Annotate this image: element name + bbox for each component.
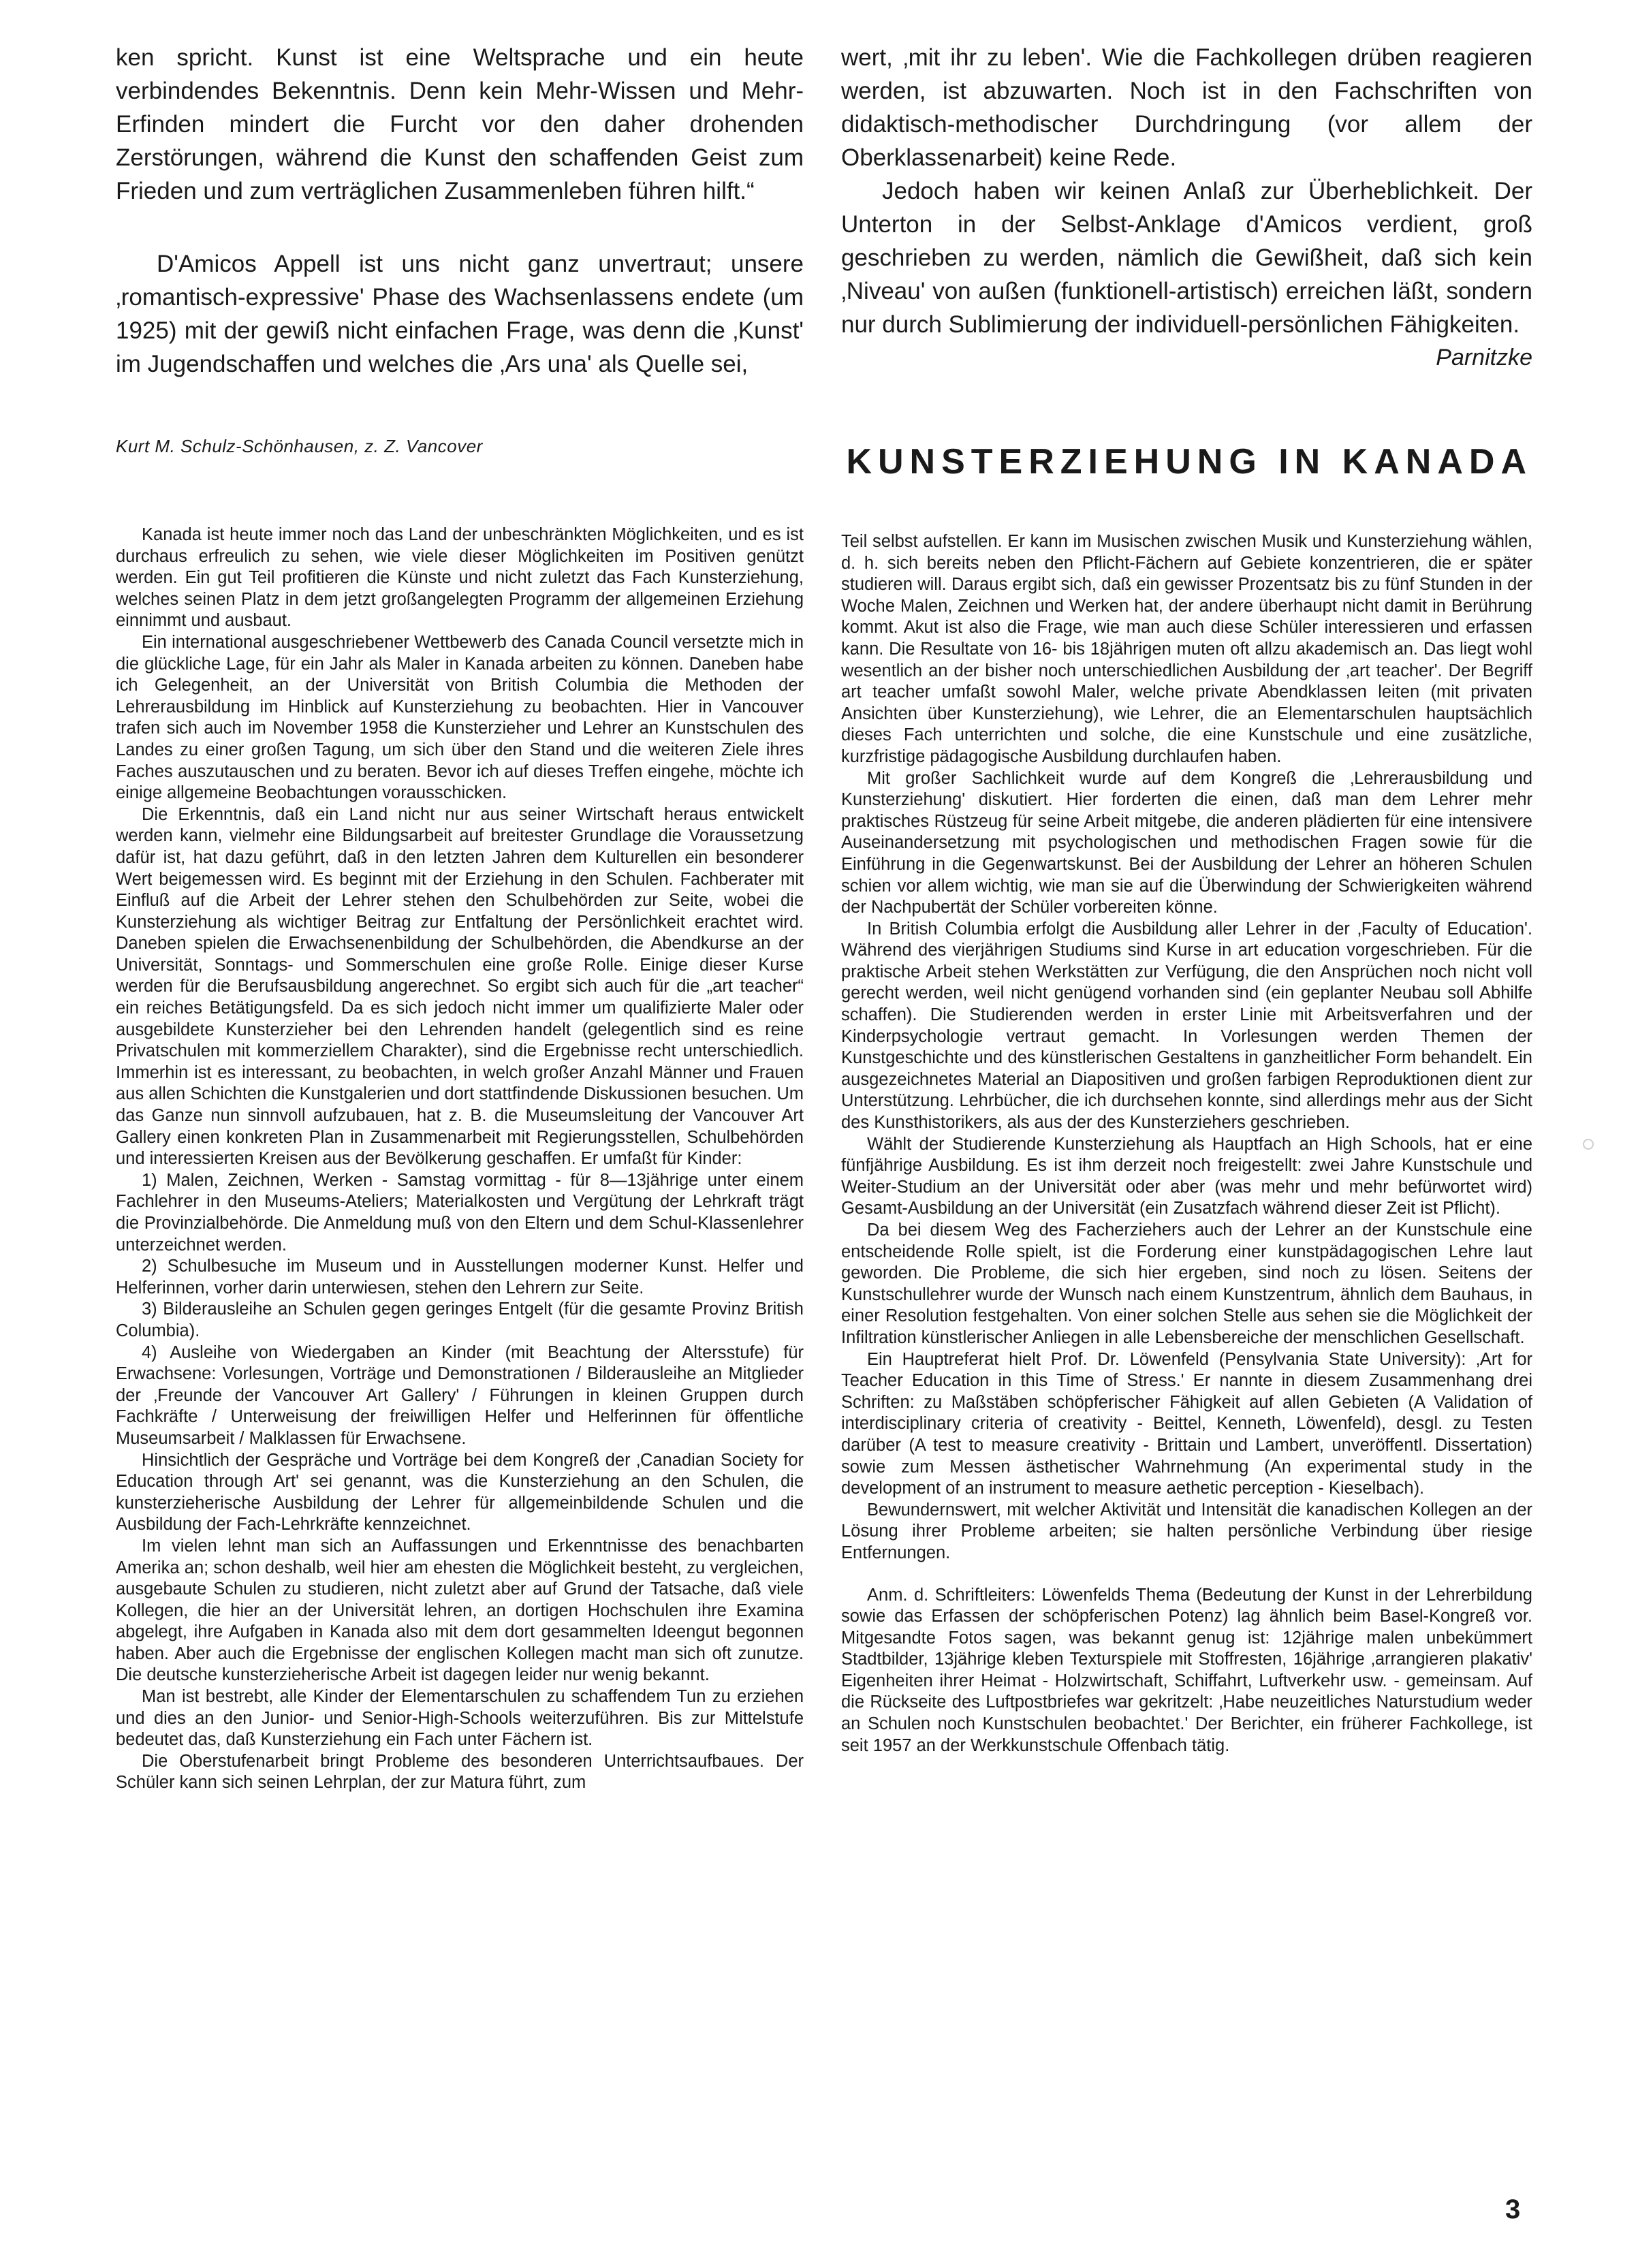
scan-speck: [1583, 1139, 1594, 1150]
article-column-left: [116, 524, 804, 1794]
list-item: 4) Ausleihe von Wiedergaben an Kinder (mit Beachtung der Altersstufe) für Erwachsene: Vorlesungen, Vorträge und Demonstrationen / Bilderausleihe an Mitglieder der ‚Freunde der Vancouver Art Gallery' / Führungen in kleinen Gruppen durch Fachkräfte / Unterweisung der freiwilligen Helfer und Helferinnen für öffentliche Museumsarbeit / Malklassen für Erwachsene.: [116, 1342, 804, 1448]
paragraph: wert, ‚mit ihr zu leben'. Wie die Fachkollegen drüben reagieren werden, ist abzuwarten. Noch ist in den Fachschriften von didaktisch-methodischer Durchdringung (vor allem der Oberklassenarbeit) keine Rede.: [841, 44, 1532, 171]
paragraph: Bewundernswert, mit welcher Aktivität und Intensität die kanadischen Kollegen an der Lösung ihrer Probleme arbeiten; sie halten persönliche Verbindung über riesige Entfernungen.: [841, 1500, 1532, 1562]
article-byline: Kurt M. Schulz-Schönhausen, z. Z. Vancover: [116, 436, 483, 456]
editor-note: Anm. d. Schriftleiters: Löwenfelds Thema (Bedeutung der Kunst in der Lehrerbildung sowie das Erfassen der schöpferischen Potenz) lag ähnlich beim Basel-Kongreß vor. Mitgesandte Fotos sagen, was bekannt genug ist: 12jährige malen unbekümmert Stadtbilder, 13jährige kleben Texturspiele mit Stoffresten, 16jährige ‚arrangieren plakativ' Eigenheiten ihrer Heimat - Holzwirtschaft, Schiffahrt, Luftverkehr usw. - gemeinsam. Auf die Rückseite des Luftpostbriefes war gekritzelt: ‚Habe neuzeitliches Naturstudium weder an Schulen noch Kunstschulen beobachtet.' Der Berichter, ein früherer Fachkollege, ist seit 1957 an der Werkkunstschule Offenbach tätig.: [841, 1585, 1532, 1755]
paragraph: Man ist bestrebt, alle Kinder der Elementarschulen zu schaffendem Tun zu erziehen und dies an den Junior- und Senior-High-Schools weiterzuführen. Bis zur Mittelstufe bedeutet das, daß Kunsterziehung ein Fach unter Fächern ist.: [116, 1687, 804, 1750]
paragraph: Mit großer Sachlichkeit wurde auf dem Kongreß die ‚Lehrerausbildung und Kunsterziehung' diskutiert. Hier forderten die einen, daß man dem Lehrer mehr praktisches Rüstzeug für seine Arbeit mitgebe, die anderen plädierten für eine intensivere Auseinandersetzung mit psychologischen und methodischen Fragen sowie für die Einführung in die Gegenwartskunst. Bei der Ausbildung der Lehrer an höheren Schulen schien vor allem wichtig, wie man sie auf die Überwindung der Schwierigkeiten während der Nachpubertät der Schüler vorbereiten könne.: [841, 768, 1532, 917]
paragraph: ken spricht. Kunst ist eine Weltsprache und ein heute verbindendes Bekenntnis. Denn kein Mehr-Wissen und Mehr-Erfinden mindert die Furcht vor den daher drohenden Zerstörungen, während die Kunst den schaffenden Geist zum Frieden und zum verträglichen Zusammenleben führen hilft.“: [116, 44, 804, 204]
paragraph: Kanada ist heute immer noch das Land der unbeschränkten Möglichkeiten, und es ist durchaus erfreulich zu sehen, wie viele dieser Möglichkeiten im Positiven genützt werden. Ein gut Teil profitieren die Künste und nicht zuletzt das Fach Kunsterziehung, welches seinen Platz in dem jetzt großangelegten Programm der allgemeinen Erziehung einnimmt und ausbaut.: [116, 525, 804, 631]
paragraph: Die Erkenntnis, daß ein Land nicht nur aus seiner Wirtschaft heraus entwickelt werden kann, vielmehr eine Bildungsarbeit auf breitester Grundlage die Voraussetzung dafür ist, hat dazu geführt, daß in den letzten Jahren dem Kulturellen ein besonderer Wert beigemessen wird. Es beginnt mit der Erziehung in den Schulen. Fachberater mit Einfluß auf die Arbeit der Lehrer stehen den Schulbehörden zur Seite, wobei die Kunsterziehung als wichtiger Beitrag zur Entfaltung der Persönlichkeit erachtet wird. Daneben spielen die Erwachsenenbildung der Schulbehörden, die Abendkurse an der Universität, Sonntags- und Sommerschulen eine große Rolle. Einige dieser Kurse werden für die Berufsausbildung angerechnet. So ergibt sich auch für die „art teacher“ ein reiches Betätigungsfeld. Da es sich jedoch nicht immer um qualifizierte Maler oder ausgebildete Kunsterzieher bei den Lehrenden handelt (gelegentlich sind es reine Privatschulen mit kommerziellem Charakter), sind die Ergebnisse recht unterschiedlich. Immerhin ist es interessant, zu beobachten, in welch großer Anzahl Männer und Frauen aus allen Schichten die Kunstgalerien und dort stattfindende Diskussionen besuchen. Um das Ganze nun sinnvoll aufzubauen, hat z. B. die Museumsleitung der Vancouver Art Gallery einen konkreten Plan in Zusammenarbeit mit Regierungsstellen, Schulbehörden und interessierten Kreisen aus der Bevölkerung geschaffen. Er umfaßt für Kinder:: [116, 804, 804, 1169]
page-number: 3: [1505, 2194, 1521, 2224]
previous-article-continuation-right: [841, 41, 1532, 375]
paragraph: Hinsichtlich der Gespräche und Vorträge bei dem Kongreß der ‚Canadian Society for Education through Art' sei genannt, was die Kunsterziehung an den Schulen, die kunsterzieherische Ausbildung der Lehrer für allgemeinbildende Schulen und die Ausbildung der Fach-Lehrkräfte kennzeichnet.: [116, 1450, 804, 1534]
previous-article-continuation-left: [116, 41, 804, 381]
list-item: 2) Schulbesuche im Museum und in Ausstellungen moderner Kunst. Helfer und Helferinnen, vorher darin unterwiesen, stehen den Lehrern zur Seite.: [116, 1257, 804, 1297]
paragraph: D'Amicos Appell ist uns nicht ganz unvertraut; unsere ‚romantisch-expressive' Phase des Wachsenlassens endete (um 1925) mit der gewiß nicht einfachen Frage, was denn die ‚Kunst' im Jugendschaffen und welches die ‚Ars una' als Quelle sei,: [116, 251, 804, 377]
list-item: 3) Bilderausleihe an Schulen gegen geringes Entgelt (für die gesamte Provinz British Columbia).: [116, 1300, 804, 1340]
paragraph: Ein international ausgeschriebener Wettbewerb des Canada Council versetzte mich in die glückliche Lage, für ein Jahr als Maler in Kanada arbeiten zu können. Daneben habe ich Gelegenheit, an der Universität von British Columbia die Methoden der Lehrerausbildung im Hinblick auf Kunsterziehung zu beobachten. Hier in Vancouver trafen sich auch im November 1958 die Kunsterzieher und Lehrer an Kunstschulen des Landes zu einer großen Tagung, um sich über den Stand und die weiteren Ziele ihres Faches auszutauschen und zu beraten. Bevor ich auf dieses Treffen eingehe, möchte ich einige allgemeine Beobachtungen vorausschicken.: [116, 632, 804, 803]
author-signature: Parnitzke: [1436, 345, 1532, 371]
paragraph: Da bei diesem Weg des Facherziehers auch der Lehrer an der Kunstschule eine entscheidende Rolle spielt, ist die Forderung einer kunstpädagogischen Lehre laut geworden. Die Probleme, die sich hier ergeben, sind noch zu lösen. Seitens der Kunstschullehrer wurde der Wunsch nach einem Kunstzentrum, ähnlich dem Bauhaus, in einer Resolution festgehalten. Von einer solchen Stelle aus sehen sie die Möglichkeit der Infiltration künstlerischer Anliegen in alle Lebensbereiche der menschlichen Gesellschaft.: [841, 1220, 1532, 1347]
paragraph: Ein Hauptreferat hielt Prof. Dr. Löwenfeld (Pensylvania State University): ‚Art for Teacher Education in this Time of Stress.' Er nannte in diesem Zusammenhang drei Schriften: zu Maßstäben schöpferischer Fähigkeit auf allen Gebieten (A Validation of interdisciplinary criteria of creativity - Beittel, Kenneth, Löwenfeld), desgl. zu Testen darüber (A test to measure creativity - Brittain und Lambert, unveröffentl. Dissertation) sowie zum Messen ästhetischer Wahrnehmung (An experimental study in the development of an instrument to measure aethetic perception - Kieselbach).: [841, 1349, 1532, 1498]
article-title: KUNSTERZIEHUNG IN KANADA: [846, 442, 1532, 482]
paragraph: Jedoch haben wir keinen Anlaß zur Überheblichkeit. Der Unterton in der Selbst-Anklage d'Amicos verdient, groß geschrieben zu werden, nämlich die Gewißheit, daß sich kein ‚Niveau' von außen (funktionell-artistisch) erreichen läßt, sondern nur durch Sublimierung der individuell-persönlichen Fähigkeiten.: [841, 178, 1532, 338]
paragraph: Teil selbst aufstellen. Er kann im Musischen zwischen Musik und Kunsterziehung wählen, d. h. sich bereits neben den Pflicht-Fächern auf Gebiete konzentrieren, die er später studieren will. Daraus ergibt sich, daß ein gewisser Prozentsatz bis zu fünf Stunden in der Woche Malen, Zeichnen und Werken hat, der andere überhaupt nicht damit in Berührung kommt. Akut ist also die Frage, wie man auch diese Schüler interessieren und erfassen kann. Die Resultate von 16- bis 18jährigen muten oft allzu akademisch an. Das liegt wohl wesentlich an der bisher noch unterschiedlichen Ausbildung der ‚art teacher'. Der Begriff art teacher umfaßt sowohl Maler, welche private Abendklassen leiten (mit privaten Ansichten über Kunsterziehung), wie Lehrer, die an Elementarschulen hauptsächlich dieses Fach unterrichten und solche, die eine Kunstschule und eine zusätzliche, kurzfristige pädagogische Ausbildung durchlaufen haben.: [841, 532, 1532, 766]
paragraph: In British Columbia erfolgt die Ausbildung aller Lehrer in der ‚Faculty of Education'. Während des vierjährigen Studiums sind Kurse in art education vorgeschrieben. Für die praktische Arbeit stehen Werkstätten zur Verfügung, die den Ansprüchen noch nicht voll gerecht werden, weil nicht genügend vorhanden sind (ein geplanter Neubau soll Abhilfe schaffen). Die Studierenden werden in erster Linie mit Arbeitsverfahren und der Kinderpsychologie vertraut gemacht. In Vorlesungen werden Themen der Kunstgeschichte und des künstlerischen Gestaltens in ganzheitlicher Form behandelt. Ein ausgezeichnetes Material an Diapositiven und großen farbigen Reproduktionen dient zur Unterstützung. Lehrbücher, die ich durchsehen konnte, sind allerdings mehr aus der Sicht des Kunsthistorikers, als aus der des Kunsterziehers geschrieben.: [841, 919, 1532, 1133]
paragraph: Wählt der Studierende Kunsterziehung als Hauptfach an High Schools, hat er eine fünfjährige Ausbildung. Es ist ihm derzeit noch freigestellt: zwei Jahre Kunstschule und Weiter-Studium an der Universität oder aber (was mehr und mehr befürwortet wird) Gesamt-Ausbildung an der Universität (ein Zusatzfach während dieser Zeit ist Pflicht).: [841, 1134, 1532, 1218]
list-item: 1) Malen, Zeichnen, Werken - Samstag vormittag - für 8—13jährige unter einem Fachlehrer in den Museums-Ateliers; Materialkosten und Vergütung der Lehrkraft trägt die Provinzialbehörde. Die Anmeldung muß von den Eltern und dem Schul-Klassenlehrer unterzeichnet werden.: [116, 1170, 804, 1255]
paragraph: Die Oberstufenarbeit bringt Probleme des besonderen Unterrichtsaufbaues. Der Schüler kann sich seinen Lehrplan, der zur Matura führt, zum: [116, 1751, 804, 1793]
article-column-right: [841, 531, 1532, 1757]
paragraph: Im vielen lehnt man sich an Auffassungen und Erkenntnisse des benachbarten Amerika an; schon deshalb, weil hier am ehesten die Möglichkeit besteht, zu vergleichen, ausgebaute Schulen zu studieren, nicht zuletzt aber auf Grund der Tatsache, daß viele Kollegen, die hier an der Universität lehren, an dortigen Hochschulen ihre Examina abgelegt, ihre Aufgaben in Kanada also mit dem dort gesammelten Ideengut begonnen haben. Aber auch die Ergebnisse der englischen Kollegen macht man sich oft zunutze. Die deutsche kunsterzieherische Arbeit ist dagegen leider nur wenig bekannt.: [116, 1536, 804, 1685]
